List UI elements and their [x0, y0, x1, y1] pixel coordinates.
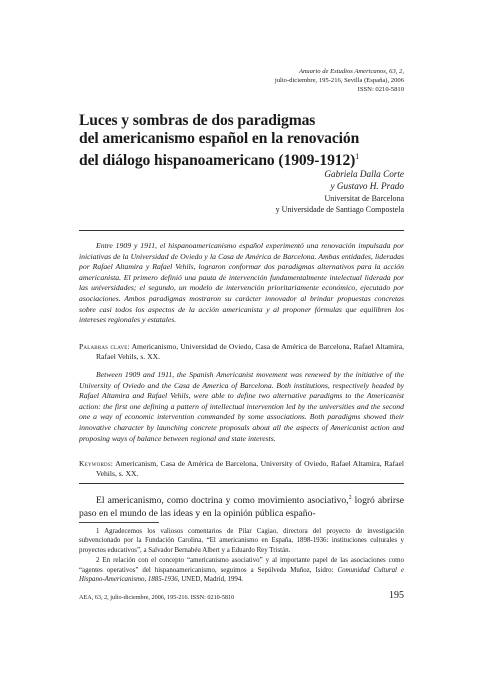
keywords-english-text: Americanism, Casa de América de Barcelona, University of Oviedo, Rafael Altamira, Rafael Vehils, s. XX.: [96, 459, 404, 479]
footnote-2: [79, 556, 404, 584]
keywords-spanish: [79, 342, 404, 363]
abstract-english-text: Between 1909 and 1911, the Spanish Americanist movement was renewed by the initiative of the University of Oviedo and the Casa de America of Barcelona. Both institutions, respectively headed by Rafael Altamira and Rafael Vehils, were able to define two alternative paradigms to the Americanist action: the first one defining a pattern of intellectual intervention led by the universities and the second one a way of economic intervention commanded by some associations. Both paradigms showed their innovative character by launching concrete proposals about all the aspects of Americanist action and proposing ways of balance between regional and state interests.: [79, 370, 404, 443]
footnote-2-publisher: UNED, Madrid, 1994.: [179, 576, 244, 584]
body-text: [79, 492, 404, 520]
abstract-bottom-rule: [79, 483, 404, 484]
article-title: [79, 112, 419, 170]
body-footnote-mark: 2: [348, 495, 352, 501]
abstract-spanish: [79, 241, 404, 326]
author-2: y Gustavo H. Prado: [330, 181, 404, 191]
footnote-1: 1 Agradecemos los valiosos comentarios de Pilar Cagiao, directora del proyecto de investigación subvencionado por la Fundación Carolina, “El americanismo en España, 1898-1936: instituciones culturales y proyectos educativos”, a Salvador Bernabéu Albert y a Eduardo Rey Tristán.: [79, 528, 404, 554]
footnote-2-text: 2 En relación con el concepto “americanismo asociativo” y al importante papel de las asociaciones como “agentes operativos” del hispanoamericanismo, seguimos a Sepúlveda Muñoz, Isidro:: [79, 557, 404, 574]
footnotes: [79, 527, 404, 585]
keywords-spanish-text: Americanismo, Universidad de Oviedo, Casa de América de Barcelona, Rafael Altamira, Rafael Vehils, s. XX.: [96, 342, 404, 362]
body-paragraph-rest: logró abrirse paso en el mundo de las ideas y en la opinión pública españo-: [79, 495, 405, 520]
title-line-3: [79, 148, 419, 170]
journal-issue: julio-diciembre, 195-216, Sevilla (España), 2006: [274, 77, 404, 84]
author-1: Gabriela Dalla Corte: [324, 169, 404, 179]
body-paragraph: [79, 492, 404, 520]
journal-issn: ISSN: 0210-5810: [357, 86, 404, 93]
keywords-english: [79, 459, 404, 480]
title-footnote-mark: 1: [355, 152, 360, 161]
authors: [184, 168, 404, 192]
body-paragraph-start: El americanismo, como doctrina y como movimiento asociativo,: [96, 495, 349, 507]
footnote-2-title: Comunidad Cultural e Hispano-Americanismo, 1885-1936,: [79, 566, 404, 584]
affiliations: [184, 194, 404, 215]
keywords-spanish-label: Palabras clave:: [79, 342, 130, 351]
footnote-separator: [79, 522, 159, 523]
abstract-top-rule: [79, 230, 404, 231]
title-line-1: Luces y sombras de dos paradigmas: [79, 112, 316, 129]
footer-citation: AEA, 63, 2, julio-diciembre, 2006, 195-216. ISSN: 0210-5810: [79, 594, 235, 601]
page-number: 195: [389, 590, 404, 601]
abstract-english: [79, 370, 404, 444]
affiliation-2: y Universidade de Santiago Compostela: [275, 204, 404, 214]
keywords-english-label: Keywords:: [79, 459, 114, 468]
affiliation-1: Universitat de Barcelona: [324, 194, 404, 203]
journal-metadata: [144, 67, 404, 94]
title-line-2: del americanismo español en la renovación: [79, 130, 360, 147]
title-line-3-text: del diálogo hispanoamericano (1909-1912): [79, 152, 356, 170]
journal-name: Anuario de Estudios Americanos, 63, 2,: [298, 68, 404, 75]
abstract-spanish-text: Entre 1909 y 1911, el hispanoamericanismo español experimentó una renovación impulsada por iniciativas de la Universidad de Oviedo y la Casa de América de Barcelona. Ambas entidades, lideradas por Rafael Altamira y Rafael Vehils, lograron conformar dos paradigmas alternativos para la acción americanista. El primero definió una pauta de intervención fundamentalmente intelectual liderada por las universidades; el segundo, un modelo de intervención prioritariamente económico, ejecutado por asociaciones. Ambos paradigmas mostraron su carácter innovador al brindar propuestas concretas sobre casi todos los aspectos de la acción americanista y al proponer fórmulas que equilibren los intereses regionales y estatales.: [79, 241, 404, 325]
